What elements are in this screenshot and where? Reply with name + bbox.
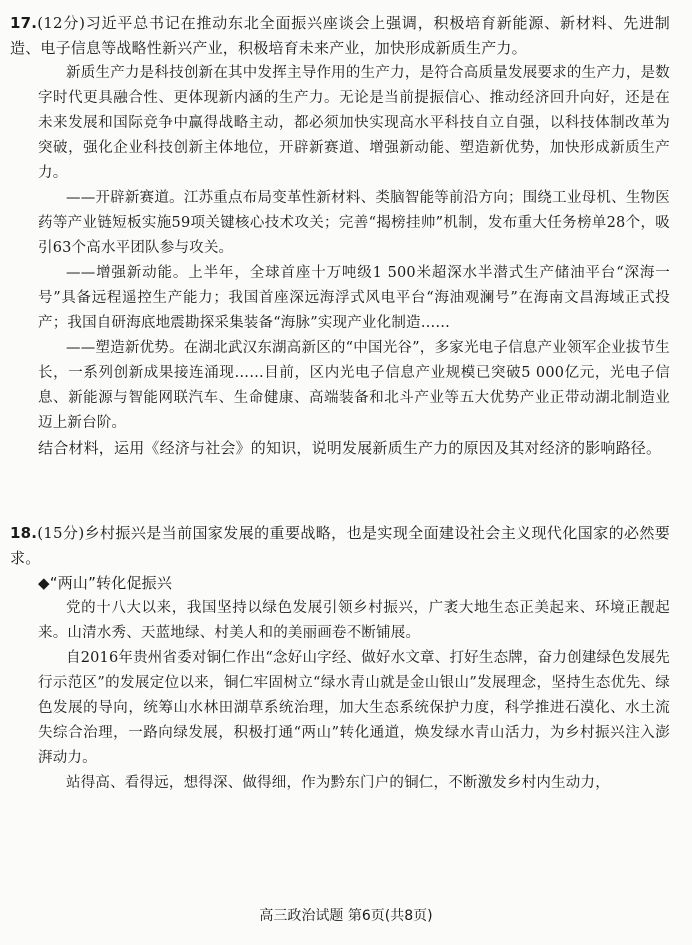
question-17-material-1: 新质生产力是科技创新在其中发挥主导作用的生产力，是符合高质量发展要求的生产力，是数字时代更具融合性、更体现新内涵的生产力。无论是当前提振信心、推动经济回升向好，还是在未来发展和国际竞争中赢得战略主动，都必须加快实现高水平科技自立自强，以科技体制改革为突破，强化企业科技创新主体地位，开辟新赛道、增强新动能、塑造新优势，加快形成新质生产力。 xyxy=(38,65,670,181)
question-18-material-1: 党的十八大以来，我国坚持以绿色发展引领乡村振兴，广袤大地生态正美起来、环境正靓起来。山清水秀、天蓝地绿、村美人和的美丽画卷不断铺展。 xyxy=(38,600,670,641)
question-17-score: (12分) xyxy=(37,14,86,32)
question-18-intro: 18.(15分)乡村振兴是当前国家发展的重要战略，也是实现全面建设社会主义现代化国家的必然要求。 xyxy=(10,524,670,567)
question-18-section-heading: ◆“两山”转化促振兴 xyxy=(38,574,173,592)
page-footer: 高三政治试题 第6页(共8页) xyxy=(259,908,433,924)
question-17-material-3: ——增强新动能。上半年，全球首座十万吨级1 500米超深水半潜式生产储油平台“深海一号”具备远程遥控生产能力；我国首座深远海浮式风电平台“海油观澜号”在海南文昌海域正式投产；我国自研海底地震勘探采集装备“海脉”实现产业化制造…… xyxy=(38,265,670,331)
question-17-task: 结合材料，运用《经济与社会》的知识，说明发展新质生产力的原因及其对经济的影响路径。 xyxy=(38,439,662,457)
question-17-intro: 17.(12分)习近平总书记在推动东北全面振兴座谈会上强调，积极培育新能源、新材料、先进制造、电子信息等战略性新兴产业，积极培育未来产业，加快形成新质生产力。 xyxy=(10,14,671,57)
question-17-material-2: ——开辟新赛道。江苏重点布局变革性新材料、类脑智能等前沿方向；围绕工业母机、生物医药等产业链短板实施59项关键核心技术攻关；完善“揭榜挂帅”机制，发布重大任务榜单28个，吸引63个高水平团队参与攻关。 xyxy=(38,190,670,256)
question-17-number: 17. xyxy=(10,14,38,32)
question-18-score: (15分) xyxy=(37,524,85,542)
question-17 xyxy=(10,0,670,461)
question-17-material-4: ——塑造新优势。在湖北武汉东湖高新区的“中国光谷”，多家光电子信息产业领军企业拔节生长，一系列创新成果接连涌现……目前，区内光电子信息产业规模已突破5 000亿元，光电子信息、新能源与智能网联汽车、生命健康、高端装备和北斗产业等五大优势产业正带动湖北制造业迈上新台阶。 xyxy=(38,340,670,431)
question-18-material-3: 站得高、看得远，想得深、做得细，作为黔东门户的铜仁，不断激发乡村内生动力， xyxy=(66,775,610,791)
question-18-number: 18. xyxy=(10,524,38,542)
question-18 xyxy=(10,461,670,796)
question-18-material-2: 自2016年贵州省委对铜仁作出“念好山字经、做好水文章、打好生态牌，奋力创建绿色发展先行示范区”的发展定位以来，铜仁牢固树立“绿水青山就是金山银山”发展理念，坚持生态优先、绿色发展的导向，统筹山水林田湖草系统治理，加大生态系统保护力度，科学推进石漠化、水土流失综合治理，一路向绿发展，积极打通“两山”转化通道，焕发绿水青山活力，为乡村振兴注入澎湃动力。 xyxy=(38,650,670,766)
